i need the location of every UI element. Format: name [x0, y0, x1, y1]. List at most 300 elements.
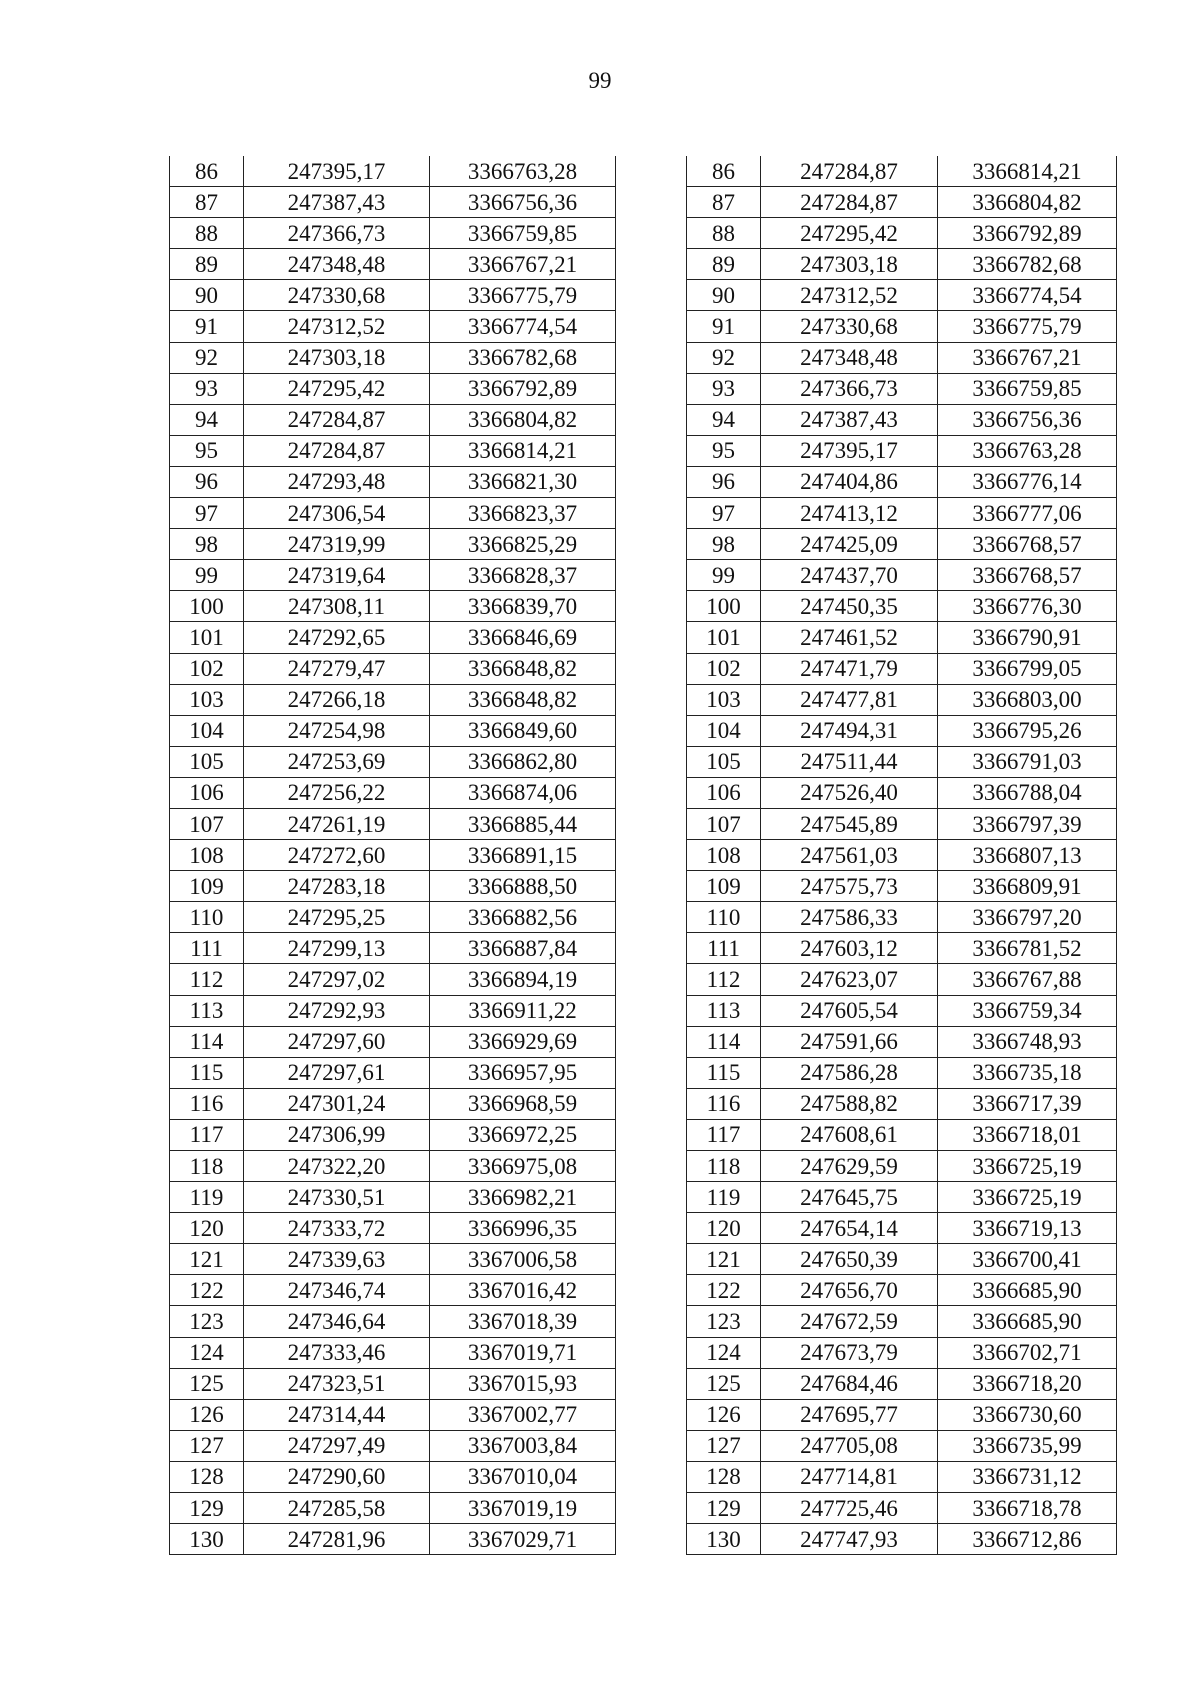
point-number-cell: 87 [170, 187, 244, 218]
y-coordinate-cell: 3366768,57 [938, 560, 1117, 591]
y-coordinate-cell: 3367002,77 [430, 1399, 616, 1430]
table-row [170, 746, 616, 777]
y-coordinate-cell: 3366718,20 [938, 1368, 1117, 1399]
x-coordinate-cell: 247330,51 [244, 1182, 430, 1213]
table-row [687, 1026, 1117, 1057]
x-coordinate-cell: 247511,44 [761, 746, 938, 777]
point-number-cell: 110 [170, 902, 244, 933]
y-coordinate-cell: 3366735,18 [938, 1057, 1117, 1088]
x-coordinate-cell: 247586,28 [761, 1057, 938, 1088]
x-coordinate-cell: 247292,93 [244, 995, 430, 1026]
y-coordinate-cell: 3366717,39 [938, 1088, 1117, 1119]
y-coordinate-cell: 3366828,37 [430, 560, 616, 591]
point-number-cell: 104 [687, 715, 761, 746]
point-number-cell: 98 [170, 529, 244, 560]
y-coordinate-cell: 3366848,82 [430, 653, 616, 684]
table-row [170, 1088, 616, 1119]
point-number-cell: 117 [687, 1119, 761, 1150]
point-number-cell: 127 [170, 1430, 244, 1461]
x-coordinate-cell: 247253,69 [244, 746, 430, 777]
table-row [687, 1430, 1117, 1461]
table-row [687, 529, 1117, 560]
y-coordinate-cell: 3366972,25 [430, 1119, 616, 1150]
x-coordinate-cell: 247591,66 [761, 1026, 938, 1057]
x-coordinate-cell: 247314,44 [244, 1399, 430, 1430]
x-coordinate-cell: 247395,17 [244, 156, 430, 187]
y-coordinate-cell: 3366685,90 [938, 1306, 1117, 1337]
x-coordinate-cell: 247494,31 [761, 715, 938, 746]
y-coordinate-cell: 3366795,26 [938, 715, 1117, 746]
x-coordinate-cell: 247437,70 [761, 560, 938, 591]
x-coordinate-cell: 247297,49 [244, 1430, 430, 1461]
point-number-cell: 115 [170, 1057, 244, 1088]
point-number-cell: 94 [170, 404, 244, 435]
table-row [687, 560, 1117, 591]
y-coordinate-cell: 3366814,21 [938, 156, 1117, 187]
y-coordinate-cell: 3366700,41 [938, 1244, 1117, 1275]
y-coordinate-cell: 3366804,82 [938, 187, 1117, 218]
y-coordinate-cell: 3366929,69 [430, 1026, 616, 1057]
x-coordinate-cell: 247545,89 [761, 808, 938, 839]
y-coordinate-cell: 3366799,05 [938, 653, 1117, 684]
point-number-cell: 100 [170, 591, 244, 622]
y-coordinate-cell: 3366891,15 [430, 840, 616, 871]
y-coordinate-cell: 3366846,69 [430, 622, 616, 653]
table-row [170, 684, 616, 715]
table-row [687, 280, 1117, 311]
table-row [170, 1399, 616, 1430]
y-coordinate-cell: 3366809,91 [938, 871, 1117, 902]
table-row [170, 404, 616, 435]
point-number-cell: 118 [687, 1151, 761, 1182]
x-coordinate-cell: 247695,77 [761, 1399, 938, 1430]
point-number-cell: 86 [170, 156, 244, 187]
table-row [687, 808, 1117, 839]
point-number-cell: 105 [687, 746, 761, 777]
x-coordinate-cell: 247272,60 [244, 840, 430, 871]
point-number-cell: 128 [687, 1461, 761, 1492]
y-coordinate-cell: 3366862,80 [430, 746, 616, 777]
point-number-cell: 100 [687, 591, 761, 622]
point-number-cell: 107 [170, 808, 244, 839]
point-number-cell: 104 [170, 715, 244, 746]
y-coordinate-cell: 3367029,71 [430, 1524, 616, 1555]
y-coordinate-cell: 3366823,37 [430, 498, 616, 529]
y-coordinate-cell: 3367016,42 [430, 1275, 616, 1306]
table-row [687, 1182, 1117, 1213]
x-coordinate-cell: 247297,61 [244, 1057, 430, 1088]
table-row [687, 1524, 1117, 1555]
y-coordinate-cell: 3366725,19 [938, 1151, 1117, 1182]
x-coordinate-cell: 247284,87 [244, 435, 430, 466]
y-coordinate-cell: 3366894,19 [430, 964, 616, 995]
x-coordinate-cell: 247705,08 [761, 1430, 938, 1461]
point-number-cell: 109 [687, 871, 761, 902]
x-coordinate-cell: 247387,43 [244, 187, 430, 218]
point-number-cell: 113 [687, 995, 761, 1026]
table-row [170, 435, 616, 466]
table-row [170, 1461, 616, 1492]
y-coordinate-cell: 3366885,44 [430, 808, 616, 839]
x-coordinate-cell: 247366,73 [761, 373, 938, 404]
point-number-cell: 127 [687, 1430, 761, 1461]
table-row [687, 1493, 1117, 1524]
y-coordinate-cell: 3366957,95 [430, 1057, 616, 1088]
point-number-cell: 93 [687, 373, 761, 404]
point-number-cell: 124 [170, 1337, 244, 1368]
x-coordinate-cell: 247284,87 [761, 156, 938, 187]
table-row [170, 529, 616, 560]
table-row [687, 840, 1117, 871]
table-row [687, 1088, 1117, 1119]
table-row [687, 1244, 1117, 1275]
x-coordinate-cell: 247333,46 [244, 1337, 430, 1368]
y-coordinate-cell: 3366718,78 [938, 1493, 1117, 1524]
point-number-cell: 107 [687, 808, 761, 839]
y-coordinate-cell: 3366730,60 [938, 1399, 1117, 1430]
y-coordinate-cell: 3366775,79 [430, 280, 616, 311]
x-coordinate-cell: 247395,17 [761, 435, 938, 466]
x-coordinate-cell: 247303,18 [244, 342, 430, 373]
y-coordinate-cell: 3366725,19 [938, 1182, 1117, 1213]
coordinates-table-left-body [170, 156, 616, 1555]
table-row [170, 777, 616, 808]
table-row [170, 653, 616, 684]
y-coordinate-cell: 3366790,91 [938, 622, 1117, 653]
point-number-cell: 88 [687, 218, 761, 249]
y-coordinate-cell: 3366767,21 [938, 342, 1117, 373]
table-row [687, 871, 1117, 902]
coordinates-table-right [686, 156, 1117, 1555]
table-row [170, 1213, 616, 1244]
table-row [170, 1244, 616, 1275]
x-coordinate-cell: 247339,63 [244, 1244, 430, 1275]
coordinates-table-left [169, 156, 616, 1555]
table-row [170, 249, 616, 280]
table-row [170, 1524, 616, 1555]
x-coordinate-cell: 247261,19 [244, 808, 430, 839]
x-coordinate-cell: 247293,48 [244, 466, 430, 497]
y-coordinate-cell: 3366814,21 [430, 435, 616, 466]
y-coordinate-cell: 3367003,84 [430, 1430, 616, 1461]
x-coordinate-cell: 247279,47 [244, 653, 430, 684]
y-coordinate-cell: 3366777,06 [938, 498, 1117, 529]
table-row [170, 1306, 616, 1337]
point-number-cell: 90 [687, 280, 761, 311]
point-number-cell: 111 [170, 933, 244, 964]
y-coordinate-cell: 3366804,82 [430, 404, 616, 435]
x-coordinate-cell: 247413,12 [761, 498, 938, 529]
table-row [687, 1337, 1117, 1368]
x-coordinate-cell: 247284,87 [244, 404, 430, 435]
table-row [687, 1461, 1117, 1492]
point-number-cell: 112 [170, 964, 244, 995]
table-row [687, 404, 1117, 435]
point-number-cell: 91 [687, 311, 761, 342]
point-number-cell: 130 [170, 1524, 244, 1555]
point-number-cell: 118 [170, 1151, 244, 1182]
y-coordinate-cell: 3366882,56 [430, 902, 616, 933]
y-coordinate-cell: 3366792,89 [938, 218, 1117, 249]
point-number-cell: 125 [170, 1368, 244, 1399]
table-row [170, 187, 616, 218]
y-coordinate-cell: 3366839,70 [430, 591, 616, 622]
x-coordinate-cell: 247297,02 [244, 964, 430, 995]
table-row [687, 1151, 1117, 1182]
point-number-cell: 111 [687, 933, 761, 964]
x-coordinate-cell: 247346,64 [244, 1306, 430, 1337]
x-coordinate-cell: 247629,59 [761, 1151, 938, 1182]
table-row [687, 1306, 1117, 1337]
point-number-cell: 101 [170, 622, 244, 653]
x-coordinate-cell: 247346,74 [244, 1275, 430, 1306]
y-coordinate-cell: 3366763,28 [938, 435, 1117, 466]
x-coordinate-cell: 247656,70 [761, 1275, 938, 1306]
point-number-cell: 103 [170, 684, 244, 715]
point-number-cell: 120 [687, 1213, 761, 1244]
table-row [687, 715, 1117, 746]
y-coordinate-cell: 3366756,36 [938, 404, 1117, 435]
x-coordinate-cell: 247322,20 [244, 1151, 430, 1182]
y-coordinate-cell: 3367006,58 [430, 1244, 616, 1275]
x-coordinate-cell: 247297,60 [244, 1026, 430, 1057]
table-row [687, 1213, 1117, 1244]
point-number-cell: 94 [687, 404, 761, 435]
point-number-cell: 92 [687, 342, 761, 373]
y-coordinate-cell: 3366756,36 [430, 187, 616, 218]
y-coordinate-cell: 3366767,21 [430, 249, 616, 280]
table-row [687, 933, 1117, 964]
table-row [170, 933, 616, 964]
point-number-cell: 117 [170, 1119, 244, 1150]
table-row [170, 840, 616, 871]
y-coordinate-cell: 3366712,86 [938, 1524, 1117, 1555]
x-coordinate-cell: 247623,07 [761, 964, 938, 995]
x-coordinate-cell: 247603,12 [761, 933, 938, 964]
y-coordinate-cell: 3366763,28 [430, 156, 616, 187]
point-number-cell: 112 [687, 964, 761, 995]
point-number-cell: 125 [687, 1368, 761, 1399]
point-number-cell: 96 [170, 466, 244, 497]
x-coordinate-cell: 247672,59 [761, 1306, 938, 1337]
x-coordinate-cell: 247471,79 [761, 653, 938, 684]
point-number-cell: 95 [687, 435, 761, 466]
table-row [687, 187, 1117, 218]
table-row [170, 311, 616, 342]
y-coordinate-cell: 3366776,30 [938, 591, 1117, 622]
point-number-cell: 108 [687, 840, 761, 871]
y-coordinate-cell: 3366821,30 [430, 466, 616, 497]
y-coordinate-cell: 3366719,13 [938, 1213, 1117, 1244]
point-number-cell: 90 [170, 280, 244, 311]
x-coordinate-cell: 247312,52 [761, 280, 938, 311]
point-number-cell: 86 [687, 156, 761, 187]
table-row [170, 1119, 616, 1150]
x-coordinate-cell: 247295,25 [244, 902, 430, 933]
x-coordinate-cell: 247461,52 [761, 622, 938, 653]
y-coordinate-cell: 3367019,71 [430, 1337, 616, 1368]
point-number-cell: 114 [170, 1026, 244, 1057]
x-coordinate-cell: 247588,82 [761, 1088, 938, 1119]
y-coordinate-cell: 3366887,84 [430, 933, 616, 964]
x-coordinate-cell: 247654,14 [761, 1213, 938, 1244]
table-row [687, 249, 1117, 280]
y-coordinate-cell: 3366888,50 [430, 871, 616, 902]
x-coordinate-cell: 247725,46 [761, 1493, 938, 1524]
point-number-cell: 126 [687, 1399, 761, 1430]
point-number-cell: 106 [170, 777, 244, 808]
x-coordinate-cell: 247714,81 [761, 1461, 938, 1492]
table-row [687, 498, 1117, 529]
x-coordinate-cell: 247301,24 [244, 1088, 430, 1119]
y-coordinate-cell: 3366685,90 [938, 1275, 1117, 1306]
table-row [170, 156, 616, 187]
x-coordinate-cell: 247283,18 [244, 871, 430, 902]
x-coordinate-cell: 247306,54 [244, 498, 430, 529]
y-coordinate-cell: 3367015,93 [430, 1368, 616, 1399]
y-coordinate-cell: 3366848,82 [430, 684, 616, 715]
x-coordinate-cell: 247299,13 [244, 933, 430, 964]
point-number-cell: 122 [170, 1275, 244, 1306]
y-coordinate-cell: 3366782,68 [938, 249, 1117, 280]
point-number-cell: 91 [170, 311, 244, 342]
x-coordinate-cell: 247561,03 [761, 840, 938, 871]
y-coordinate-cell: 3366791,03 [938, 746, 1117, 777]
y-coordinate-cell: 3366767,88 [938, 964, 1117, 995]
x-coordinate-cell: 247608,61 [761, 1119, 938, 1150]
table-row [170, 1151, 616, 1182]
y-coordinate-cell: 3366792,89 [430, 373, 616, 404]
table-row [687, 684, 1117, 715]
y-coordinate-cell: 3366825,29 [430, 529, 616, 560]
point-number-cell: 89 [687, 249, 761, 280]
y-coordinate-cell: 3367018,39 [430, 1306, 616, 1337]
x-coordinate-cell: 247526,40 [761, 777, 938, 808]
x-coordinate-cell: 247477,81 [761, 684, 938, 715]
y-coordinate-cell: 3366874,06 [430, 777, 616, 808]
y-coordinate-cell: 3366797,39 [938, 808, 1117, 839]
point-number-cell: 123 [687, 1306, 761, 1337]
point-number-cell: 121 [170, 1244, 244, 1275]
y-coordinate-cell: 3366759,85 [430, 218, 616, 249]
x-coordinate-cell: 247586,33 [761, 902, 938, 933]
y-coordinate-cell: 3366975,08 [430, 1151, 616, 1182]
x-coordinate-cell: 247650,39 [761, 1244, 938, 1275]
page-number: 99 [588, 68, 612, 93]
table-row [170, 1275, 616, 1306]
table-row [687, 466, 1117, 497]
x-coordinate-cell: 247330,68 [761, 311, 938, 342]
x-coordinate-cell: 247256,22 [244, 777, 430, 808]
point-number-cell: 96 [687, 466, 761, 497]
y-coordinate-cell: 3366718,01 [938, 1119, 1117, 1150]
x-coordinate-cell: 247266,18 [244, 684, 430, 715]
x-coordinate-cell: 247450,35 [761, 591, 938, 622]
point-number-cell: 126 [170, 1399, 244, 1430]
table-row [687, 902, 1117, 933]
point-number-cell: 87 [687, 187, 761, 218]
point-number-cell: 102 [687, 653, 761, 684]
point-number-cell: 97 [687, 498, 761, 529]
x-coordinate-cell: 247575,73 [761, 871, 938, 902]
table-row [170, 342, 616, 373]
table-row [170, 1493, 616, 1524]
table-row [687, 622, 1117, 653]
x-coordinate-cell: 247292,65 [244, 622, 430, 653]
table-row [687, 591, 1117, 622]
x-coordinate-cell: 247387,43 [761, 404, 938, 435]
x-coordinate-cell: 247319,64 [244, 560, 430, 591]
y-coordinate-cell: 3366807,13 [938, 840, 1117, 871]
table-row [170, 902, 616, 933]
table-row [170, 466, 616, 497]
point-number-cell: 123 [170, 1306, 244, 1337]
x-coordinate-cell: 247295,42 [244, 373, 430, 404]
table-row [170, 622, 616, 653]
y-coordinate-cell: 3366768,57 [938, 529, 1117, 560]
point-number-cell: 124 [687, 1337, 761, 1368]
point-number-cell: 120 [170, 1213, 244, 1244]
table-row [687, 1275, 1117, 1306]
point-number-cell: 102 [170, 653, 244, 684]
x-coordinate-cell: 247366,73 [244, 218, 430, 249]
table-row [687, 342, 1117, 373]
y-coordinate-cell: 3366774,54 [938, 280, 1117, 311]
y-coordinate-cell: 3367010,04 [430, 1461, 616, 1492]
y-coordinate-cell: 3366774,54 [430, 311, 616, 342]
x-coordinate-cell: 247605,54 [761, 995, 938, 1026]
table-row [170, 1057, 616, 1088]
x-coordinate-cell: 247306,99 [244, 1119, 430, 1150]
point-number-cell: 129 [687, 1493, 761, 1524]
x-coordinate-cell: 247348,48 [244, 249, 430, 280]
x-coordinate-cell: 247645,75 [761, 1182, 938, 1213]
point-number-cell: 129 [170, 1493, 244, 1524]
table-row [687, 156, 1117, 187]
point-number-cell: 92 [170, 342, 244, 373]
y-coordinate-cell: 3366731,12 [938, 1461, 1117, 1492]
point-number-cell: 97 [170, 498, 244, 529]
point-number-cell: 113 [170, 995, 244, 1026]
x-coordinate-cell: 247285,58 [244, 1493, 430, 1524]
table-row [170, 1368, 616, 1399]
x-coordinate-cell: 247333,72 [244, 1213, 430, 1244]
point-number-cell: 106 [687, 777, 761, 808]
y-coordinate-cell: 3366775,79 [938, 311, 1117, 342]
x-coordinate-cell: 247295,42 [761, 218, 938, 249]
y-coordinate-cell: 3366782,68 [430, 342, 616, 373]
y-coordinate-cell: 3366735,99 [938, 1430, 1117, 1461]
table-row [170, 995, 616, 1026]
point-number-cell: 119 [687, 1182, 761, 1213]
point-number-cell: 105 [170, 746, 244, 777]
y-coordinate-cell: 3366781,52 [938, 933, 1117, 964]
table-row [170, 715, 616, 746]
table-row [687, 1368, 1117, 1399]
x-coordinate-cell: 247747,93 [761, 1524, 938, 1555]
point-number-cell: 116 [687, 1088, 761, 1119]
point-number-cell: 88 [170, 218, 244, 249]
y-coordinate-cell: 3366849,60 [430, 715, 616, 746]
point-number-cell: 95 [170, 435, 244, 466]
table-row [170, 1430, 616, 1461]
table-row [687, 746, 1117, 777]
table-row [170, 1026, 616, 1057]
x-coordinate-cell: 247323,51 [244, 1368, 430, 1399]
point-number-cell: 109 [170, 871, 244, 902]
table-row [170, 808, 616, 839]
table-row [170, 871, 616, 902]
